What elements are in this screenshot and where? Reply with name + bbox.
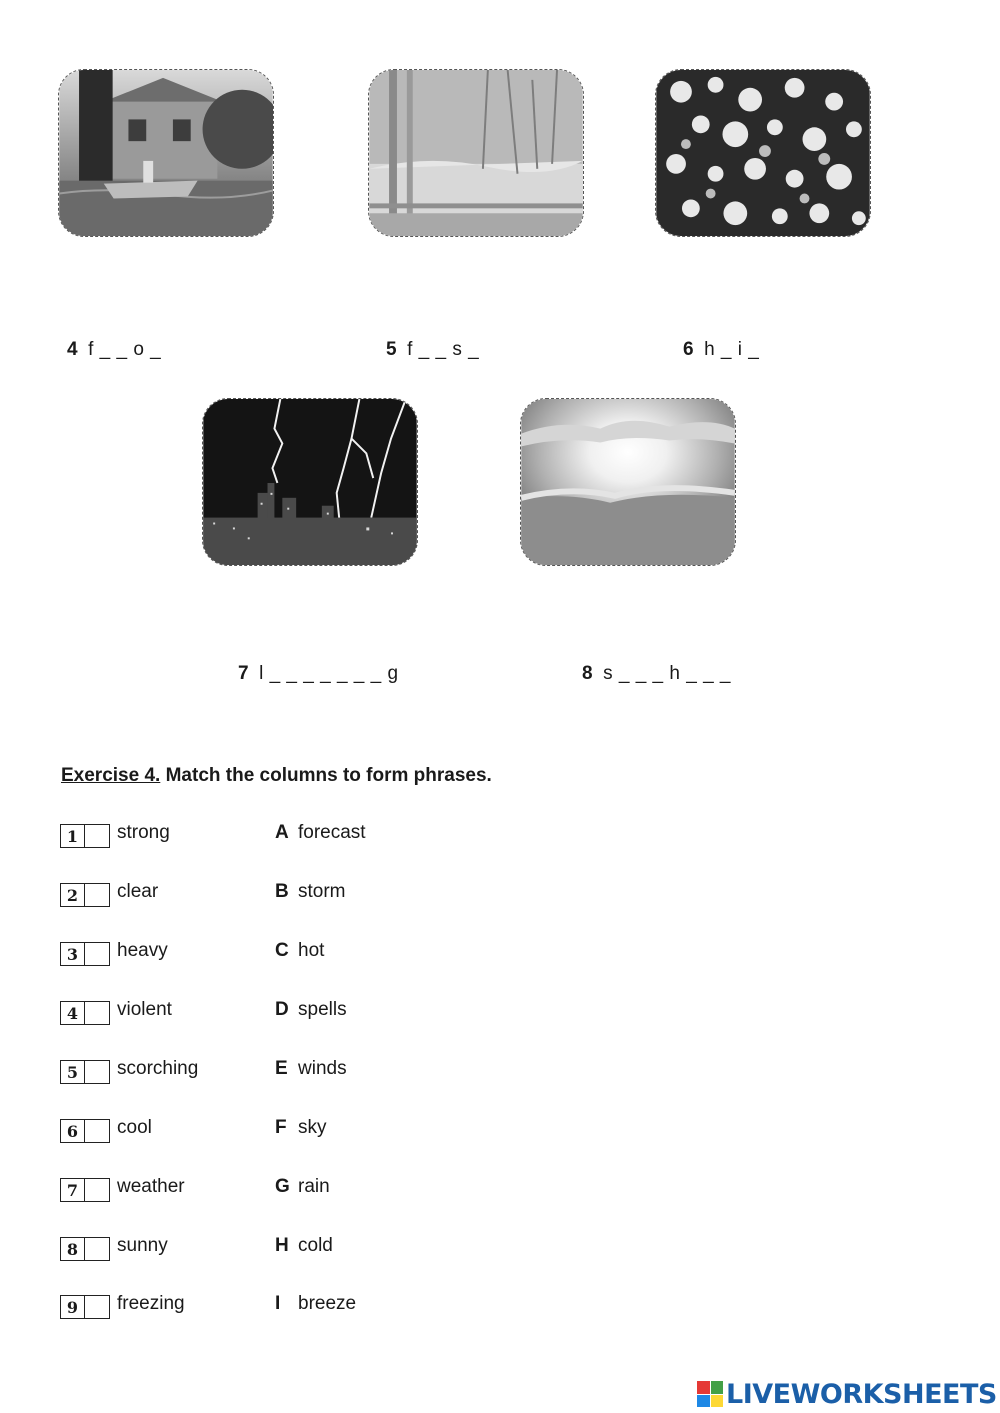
flood-photo bbox=[58, 69, 274, 237]
caption-8: 8 s _ _ _ h _ _ _ bbox=[582, 663, 731, 684]
match-row: 8 sunny H cold bbox=[60, 1235, 480, 1261]
match-row: 1 strong A forecast bbox=[60, 822, 480, 848]
match-row: 6 cool F sky bbox=[60, 1117, 480, 1143]
answer-box[interactable]: 6 bbox=[60, 1119, 110, 1143]
answer-box[interactable]: 5 bbox=[60, 1060, 110, 1084]
match-row: 5 scorching E winds bbox=[60, 1058, 480, 1084]
answer-box[interactable]: 7 bbox=[60, 1178, 110, 1202]
answer-box[interactable]: 4 bbox=[60, 1001, 110, 1025]
match-row: 3 heavy C hot bbox=[60, 940, 480, 966]
frost-photo bbox=[368, 69, 584, 237]
hail-photo bbox=[655, 69, 871, 237]
liveworksheets-logo[interactable] bbox=[697, 1378, 997, 1410]
match-row: 7 weather G rain bbox=[60, 1176, 480, 1202]
caption-7: 7 l _ _ _ _ _ _ _ g bbox=[238, 663, 399, 684]
sunshine-photo bbox=[520, 398, 736, 566]
caption-4: 4 f _ _ o _ bbox=[67, 339, 162, 360]
answer-box[interactable]: 2 bbox=[60, 883, 110, 907]
match-row: 2 clear B storm bbox=[60, 881, 480, 907]
caption-6: 6 h _ i _ bbox=[683, 339, 760, 360]
exercise-title: Exercise 4. Match the columns to form phrases. bbox=[61, 765, 492, 786]
match-row: 9 freezing I breeze bbox=[60, 1293, 480, 1319]
caption-5: 5 f _ _ s _ bbox=[386, 339, 480, 360]
answer-box[interactable]: 8 bbox=[60, 1237, 110, 1261]
logo-badge-icon bbox=[697, 1381, 723, 1407]
match-row: 4 violent D spells bbox=[60, 999, 480, 1025]
answer-box[interactable]: 3 bbox=[60, 942, 110, 966]
answer-box[interactable]: 1 bbox=[60, 824, 110, 848]
answer-box[interactable]: 9 bbox=[60, 1295, 110, 1319]
logo-text: LIVEWORKSHEETS bbox=[726, 1378, 997, 1410]
lightning-photo bbox=[202, 398, 418, 566]
